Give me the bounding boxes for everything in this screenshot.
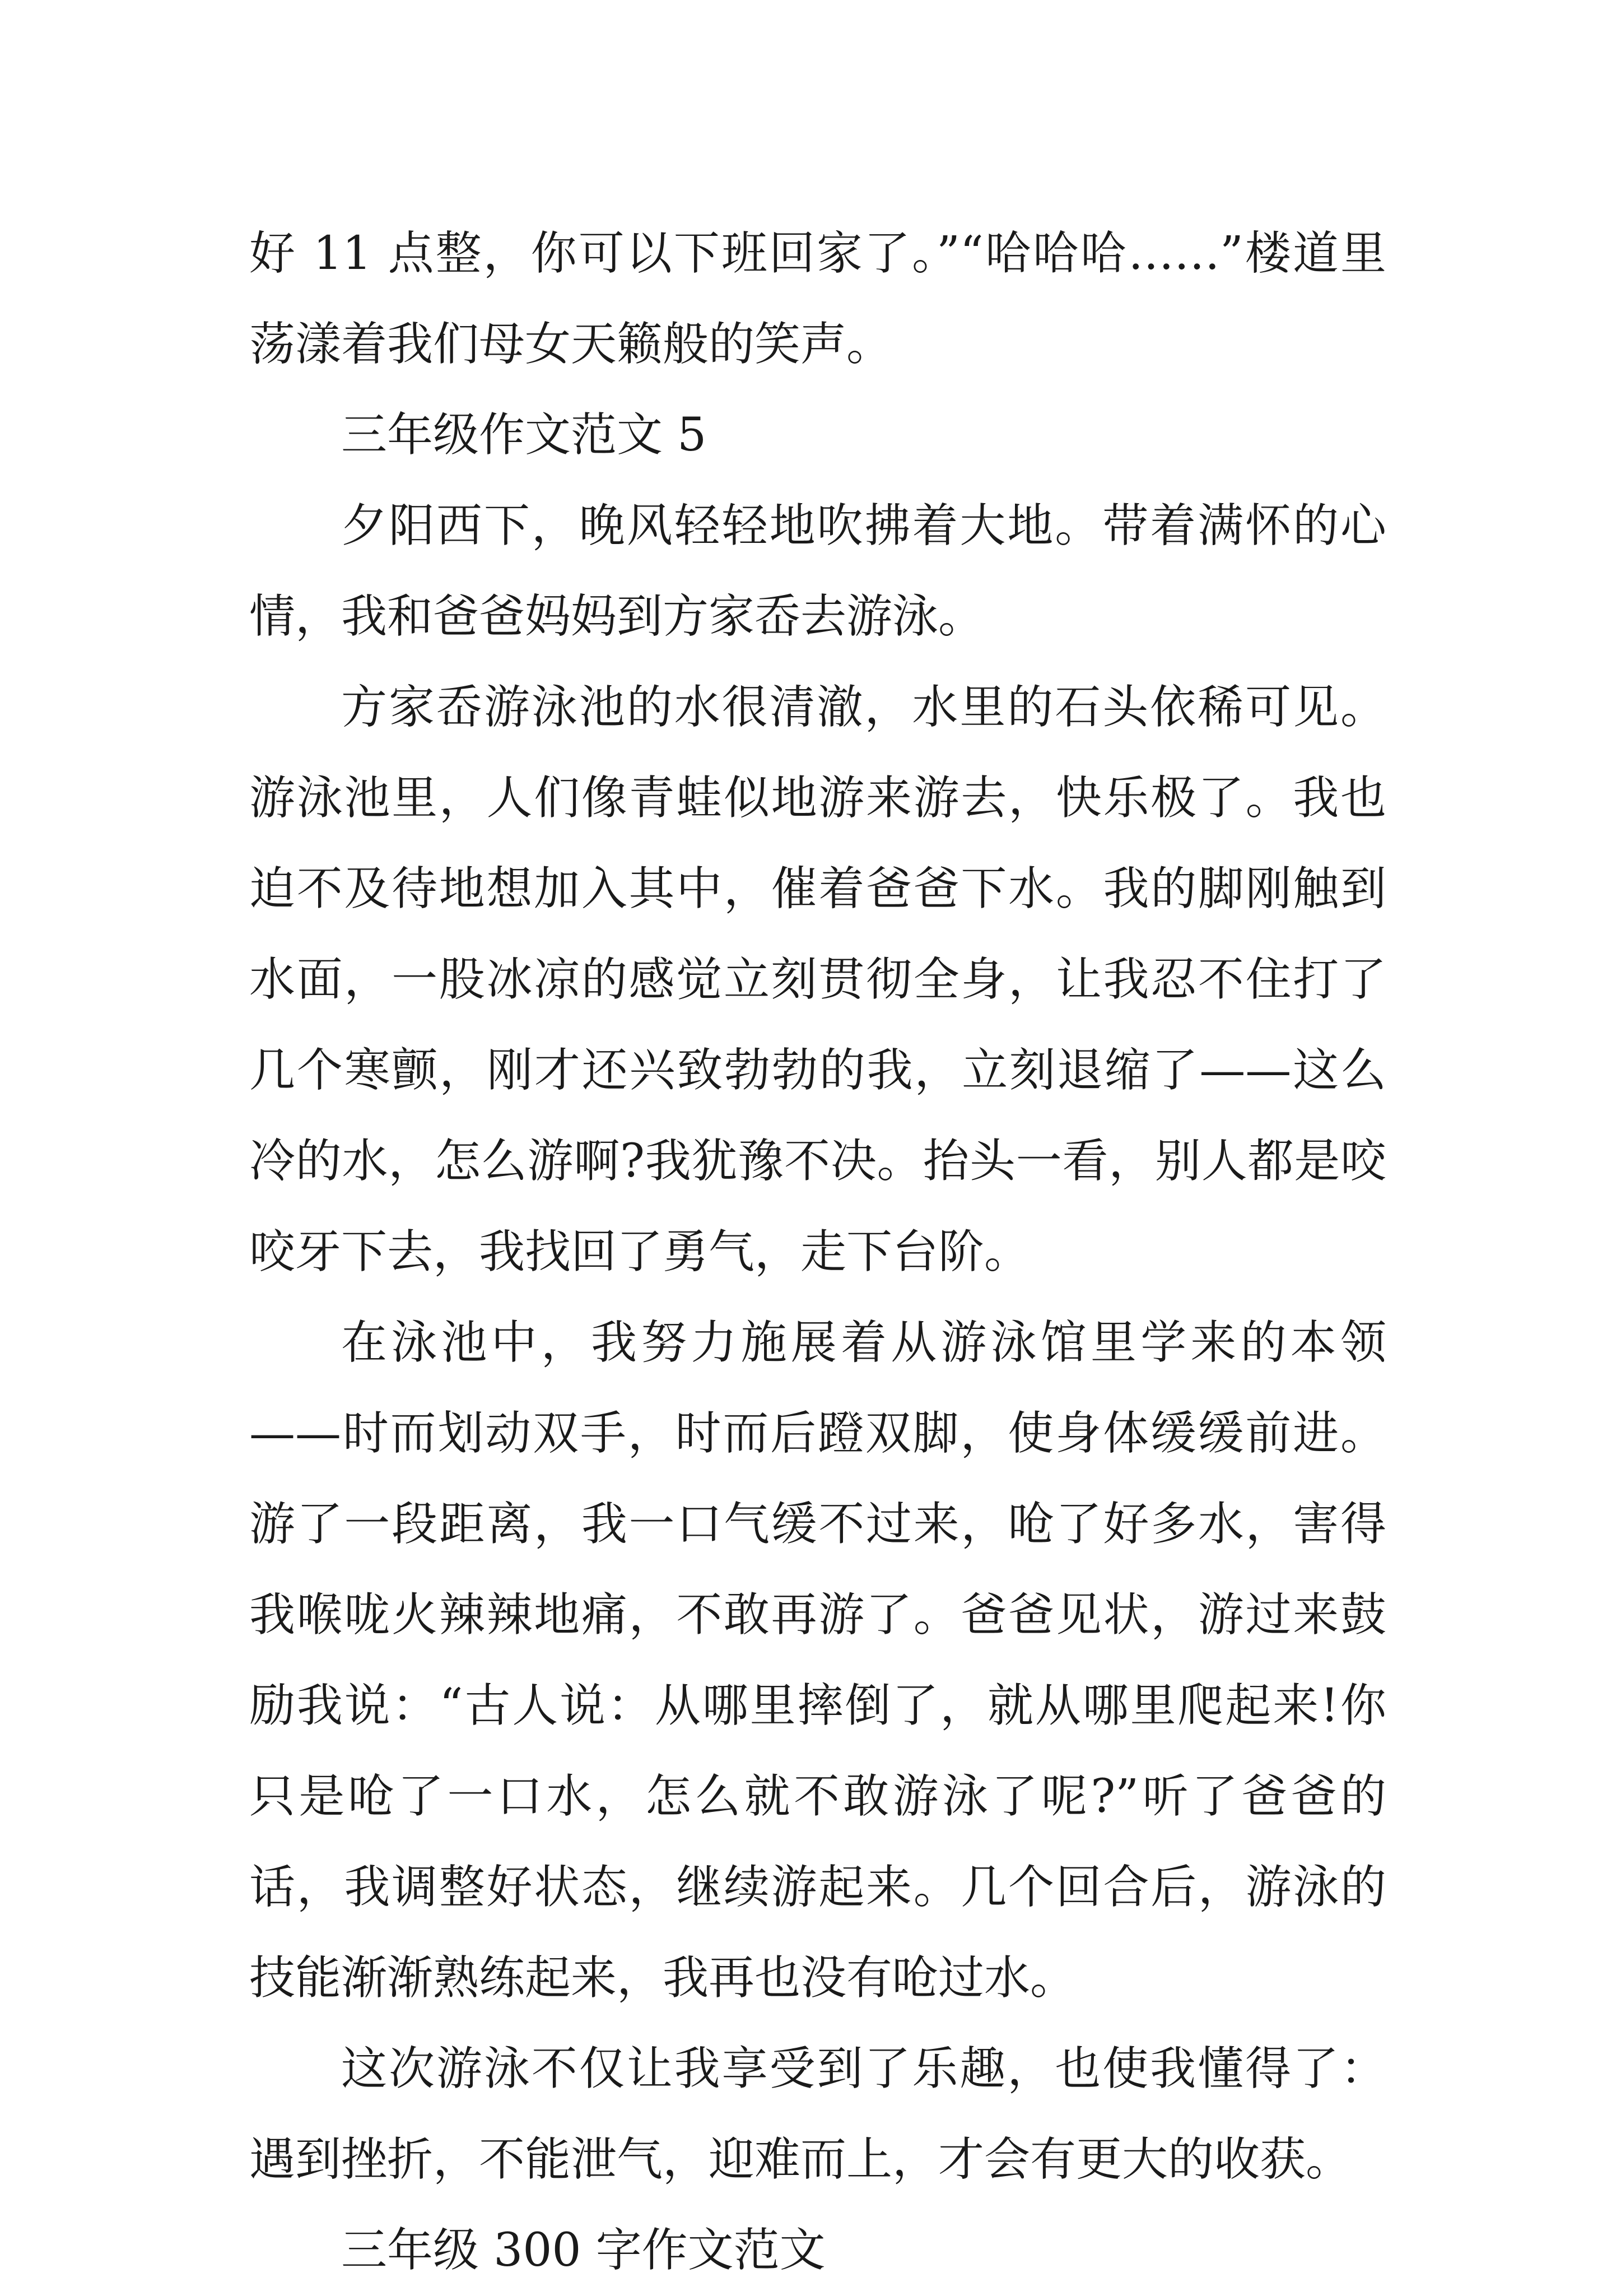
- paragraph: 这次游泳不仅让我享受到了乐趣，也使我懂得了：遇到挫折，不能泄气，迎难而上，才会有更大的收获。: [249, 2042, 1386, 2186]
- paragraph: 方家岙游泳池的水很清澈，水里的石头依稀可见。游泳池里，人们像青蛙似地游来游去，快乐极了。我也迫不及待地想加入其中，催着爸爸下水。我的脚刚触到水面，一股冰凉的感觉立刻贯彻全身，让我忍不住打了几个寒颤，刚才还兴致勃勃的我，立刻退缩了——这么冷的水，怎么游啊?我犹豫不决。抬头一看，别人都是咬咬牙下去，我找回了勇气，走下台阶。: [249, 681, 1386, 1279]
- paragraph: 夕阳西下，晚风轻轻地吹拂着大地。带着满怀的心情，我和爸爸妈妈到方家岙去游泳。: [249, 499, 1386, 643]
- section-heading: 三年级作文范文 5: [341, 408, 707, 462]
- paragraph: 在泳池中，我努力施展着从游泳馆里学来的本领——时而划动双手，时而后蹬双脚，使身体缓缓前进。游了一段距离，我一口气缓不过来，呛了好多水，害得我喉咙火辣辣地痛，不敢再游了。爸爸见状，游过来鼓励我说：“古人说：从哪里摔倒了，就从哪里爬起来!你只是呛了一口水，怎么就不敢游泳了呢?”听了爸爸的话，我调整好状态，继续游起来。几个回合后，游泳的技能渐渐熟练起来，我再也没有呛过水。: [249, 1316, 1386, 2005]
- section-heading: 三年级 300 字作文范文: [341, 2224, 826, 2277]
- paragraph-continuation: 好 11 点整，你可以下班回家了。”“哈哈哈……”楼道里荡漾着我们母女天籁般的笑声。: [249, 227, 1386, 371]
- document-body: [249, 208, 1386, 2296]
